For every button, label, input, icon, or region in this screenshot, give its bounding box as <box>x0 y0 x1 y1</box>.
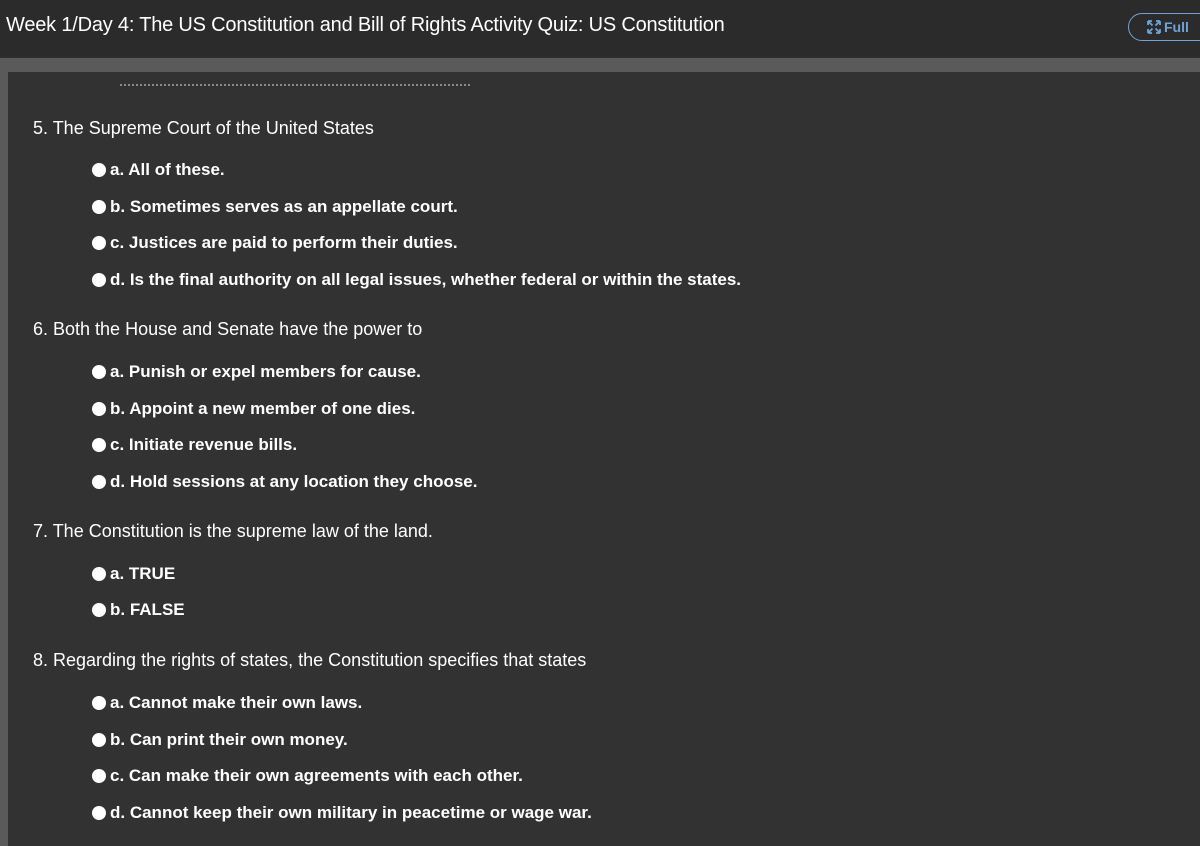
frame-border <box>0 72 8 846</box>
page-title: Week 1/Day 4: The US Constitution and Bill of Rights Activity Quiz: US Constitution <box>6 14 725 36</box>
question-8-option-b[interactable] <box>92 730 348 750</box>
radio-button[interactable] <box>92 200 106 214</box>
radio-button[interactable] <box>92 769 106 783</box>
question-5-option-c[interactable] <box>92 233 458 253</box>
radio-button[interactable] <box>92 603 106 617</box>
question-7-option-b[interactable] <box>92 600 185 620</box>
question-5-option-b[interactable] <box>92 197 458 217</box>
question-5-option-a[interactable] <box>92 160 225 180</box>
question-6-option-a[interactable] <box>92 362 421 382</box>
option-label: b. Sometimes serves as an appellate court. <box>110 197 458 216</box>
question-6-option-d[interactable] <box>92 472 477 492</box>
header-divider <box>0 58 1200 72</box>
option-label: c. Can make their own agreements with each other. <box>110 766 523 785</box>
radio-button[interactable] <box>92 567 106 581</box>
option-label: c. Justices are paid to perform their duties. <box>110 233 458 252</box>
option-label: b. Appoint a new member of one dies. <box>110 399 416 418</box>
question-6: 6. Both the House and Senate have the power to <box>33 319 423 339</box>
fullscreen-icon <box>1147 20 1161 34</box>
radio-button[interactable] <box>92 806 106 820</box>
option-label: d. Cannot keep their own military in peacetime or wage war. <box>110 803 592 822</box>
question-8: 8. Regarding the rights of states, the Constitution specifies that states <box>33 650 587 670</box>
option-label: a. TRUE <box>110 564 176 583</box>
radio-button[interactable] <box>92 236 106 250</box>
clipped-previous-text <box>120 84 470 90</box>
option-label: d. Hold sessions at any location they choose. <box>110 472 478 491</box>
radio-button[interactable] <box>92 402 106 416</box>
radio-button[interactable] <box>92 475 106 489</box>
question-7-option-a[interactable] <box>92 564 175 584</box>
radio-button[interactable] <box>92 365 106 379</box>
question-7: 7. The Constitution is the supreme law of the land. <box>33 521 433 541</box>
radio-button[interactable] <box>92 438 106 452</box>
option-label: c. Initiate revenue bills. <box>110 435 298 454</box>
option-label: b. FALSE <box>110 600 185 619</box>
radio-button[interactable] <box>92 273 106 287</box>
question-8-option-c[interactable] <box>92 766 523 786</box>
radio-button[interactable] <box>92 733 106 747</box>
option-label: a. All of these. <box>110 160 225 179</box>
question-6-option-b[interactable] <box>92 399 415 419</box>
fullscreen-button[interactable] <box>1128 13 1200 41</box>
fullscreen-button-label: Full <box>1164 19 1189 35</box>
question-5: 5. The Supreme Court of the United States <box>33 118 374 138</box>
quiz-content <box>8 72 1200 846</box>
option-label: d. Is the final authority on all legal issues, whether federal or within the states. <box>110 270 742 289</box>
top-bar <box>0 0 1200 57</box>
option-label: b. Can print their own money. <box>110 730 348 749</box>
option-label: a. Punish or expel members for cause. <box>110 362 421 381</box>
question-5-option-d[interactable] <box>92 270 741 290</box>
radio-button[interactable] <box>92 163 106 177</box>
question-8-option-a[interactable] <box>92 693 362 713</box>
question-6-option-c[interactable] <box>92 435 297 455</box>
question-8-option-d[interactable] <box>92 803 592 823</box>
radio-button[interactable] <box>92 696 106 710</box>
option-label: a. Cannot make their own laws. <box>110 693 363 712</box>
